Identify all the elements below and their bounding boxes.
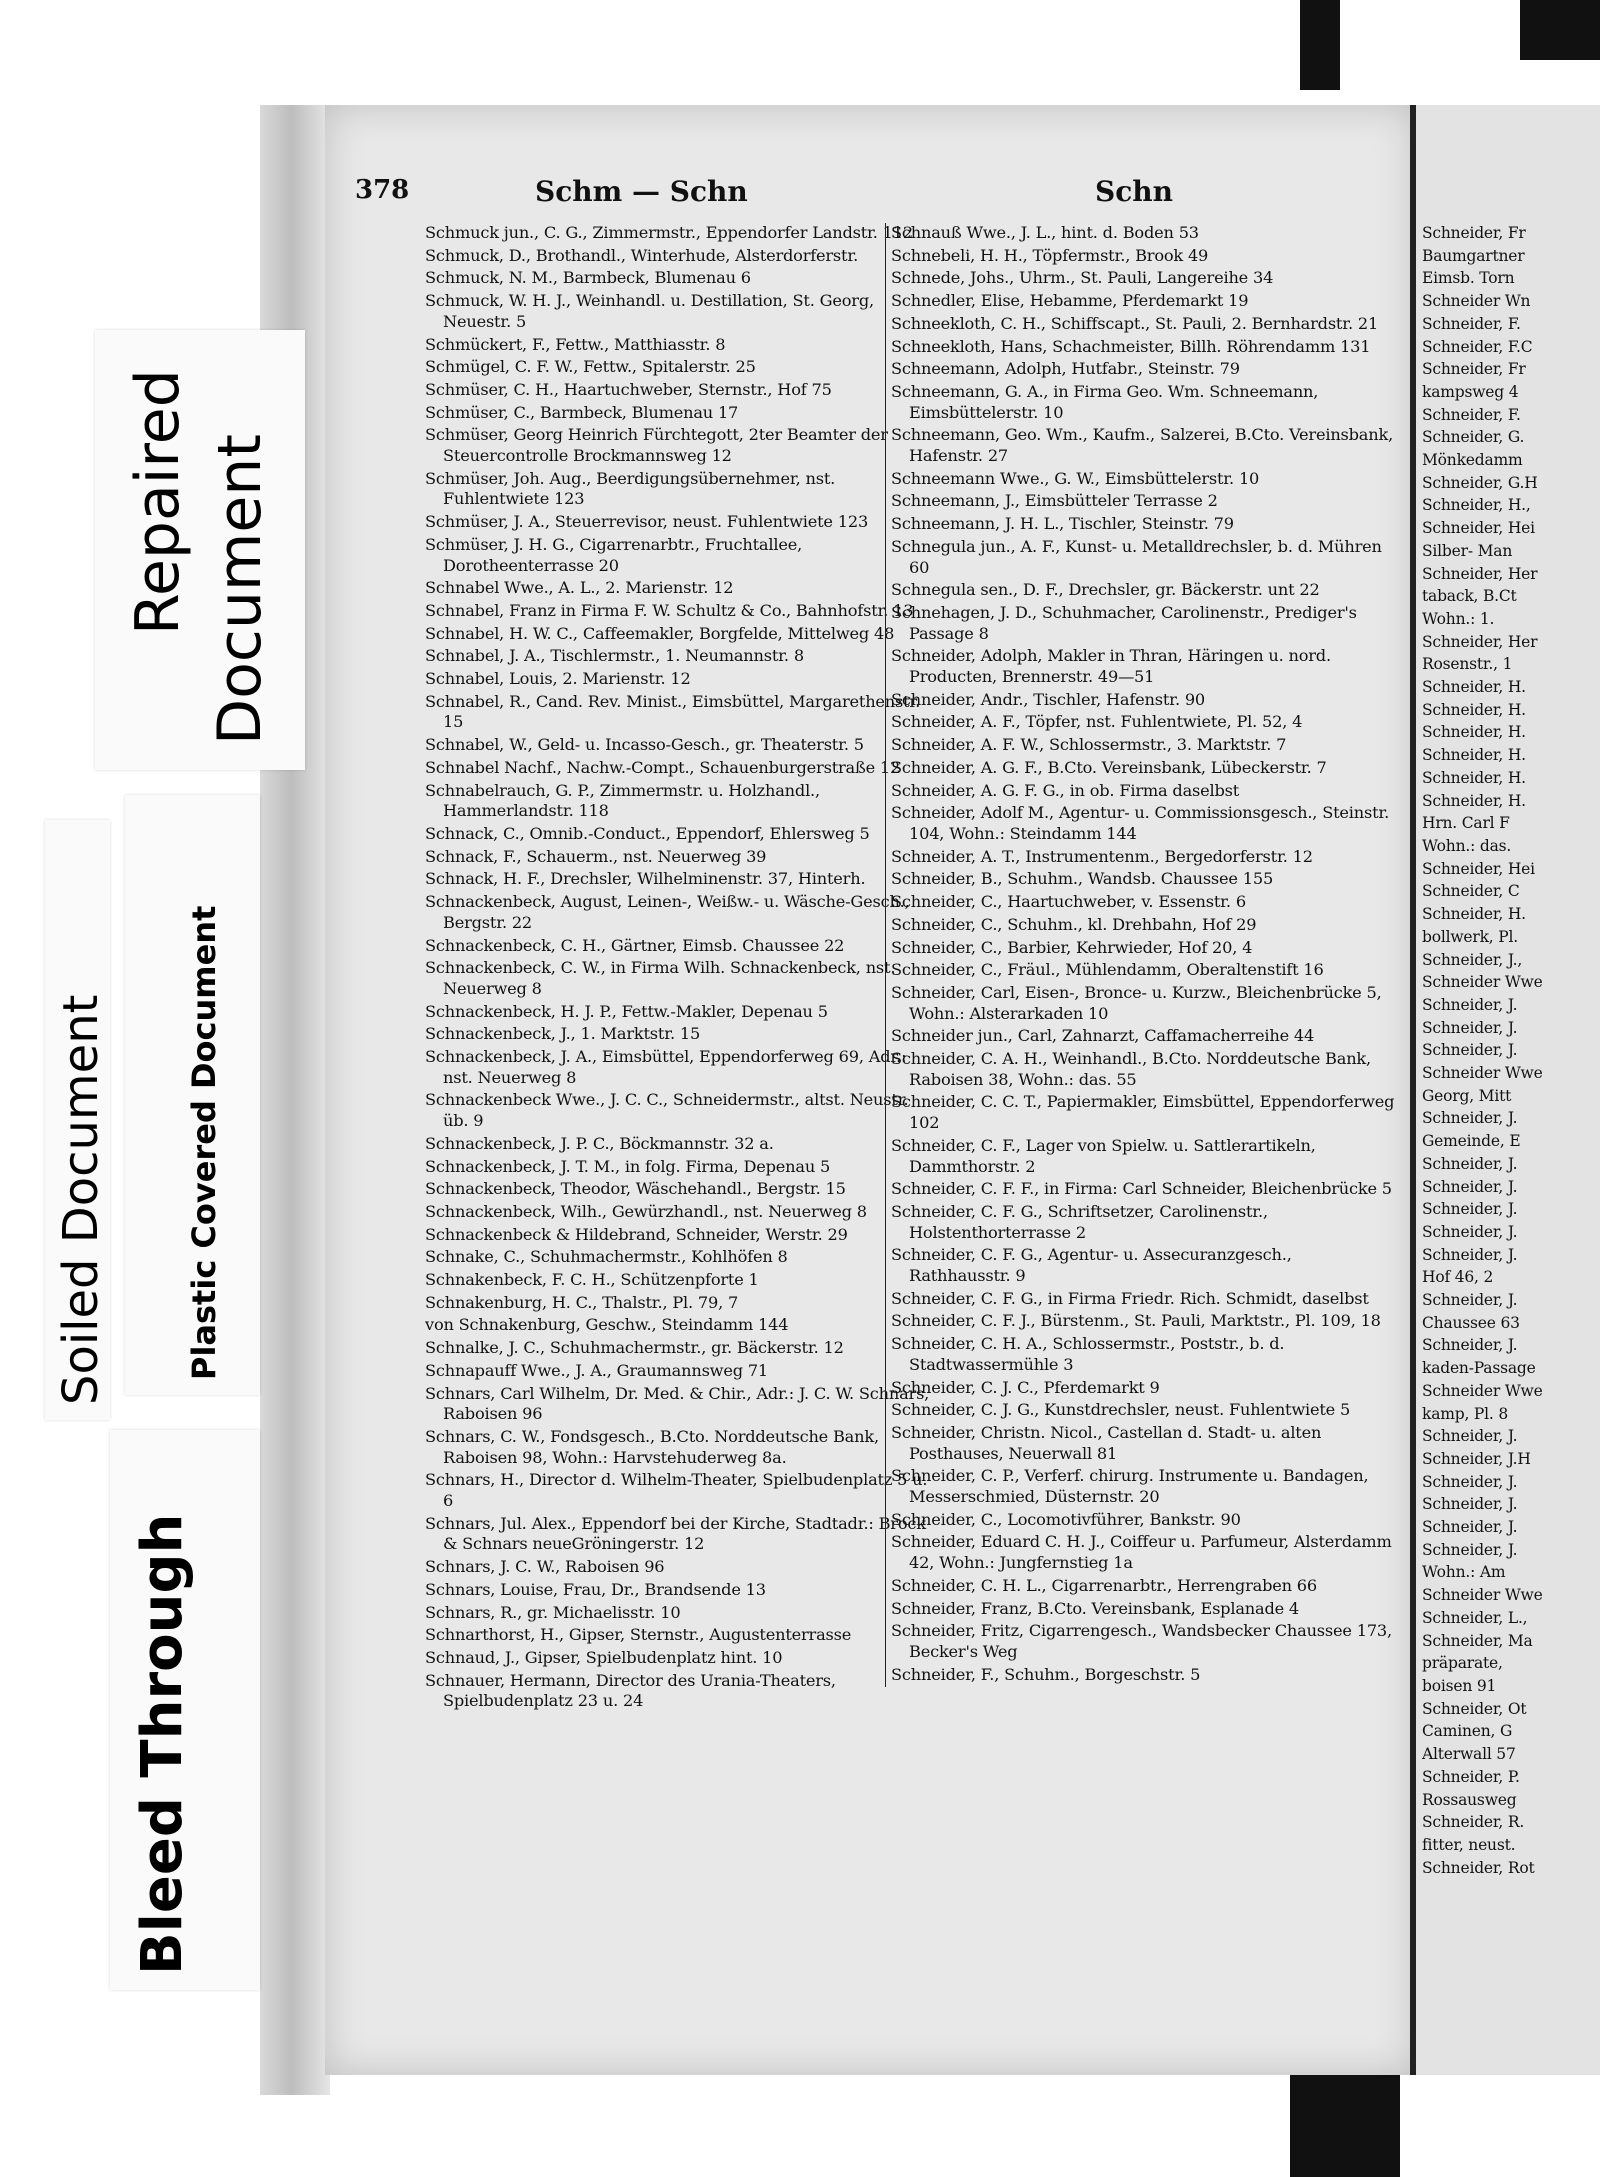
directory-entry: Schneemann, J., Eimsbütteler Terrasse 2 [891, 491, 1218, 511]
directory-entry: Schneider, J. [1422, 1018, 1518, 1037]
directory-entry: Schneider, J. [1422, 1336, 1518, 1355]
directory-entry: Mönkedamm [1422, 451, 1523, 470]
directory-entry: Schneider, F.C [1422, 337, 1533, 356]
directory-entry: Schnabel, W., Geld- u. Incasso-Gesch., gr. Theaterstr. 5 [425, 735, 864, 755]
label-plastic-text: Plastic Covered Document [185, 905, 223, 1380]
directory-entry: Schmüser, C., Barmbeck, Blumenau 17 [425, 402, 739, 422]
directory-entry: Schneider, Christn. Nicol., Castellan d. Stadt- u. alten Posthauses, Neuerwall 81 [891, 1422, 1322, 1463]
directory-entry: Schnauß Wwe., J. L., hint. d. Boden 53 [891, 223, 1199, 242]
directory-entry: Rosenstr., 1 [1422, 655, 1513, 674]
directory-entry: Schnabel, R., Cand. Rev. Minist., Eimsbüttel, Margarethenstr. 15 [425, 691, 921, 732]
directory-entry: Schnars, Louise, Frau, Dr., Brandsende 13 [425, 1579, 766, 1599]
directory-entry: Schnabel, H. W. C., Caffeemakler, Borgfelde, Mittelweg 48 [425, 623, 895, 643]
directory-entry: Schmückert, F., Fettw., Matthiasstr. 8 [425, 334, 726, 354]
directory-entry: Schneemann Wwe., G. W., Eimsbüttelerstr. 10 [891, 468, 1260, 488]
directory-entry: Schnedler, Elise, Hebamme, Pferdemarkt 19 [891, 291, 1249, 311]
label-repaired-line1: Repaired [123, 369, 193, 635]
directory-entry: Schneider, C. F., Lager von Spielw. u. Sattlerartikeln, Dammthorstr. 2 [891, 1135, 1316, 1176]
directory-entry: Schneider, B., Schuhm., Wandsb. Chaussee 155 [891, 869, 1274, 889]
label-soiled-document [45, 820, 110, 1420]
directory-entry: Schneider, Ot [1422, 1699, 1527, 1718]
directory-entry: Schneider, J. [1422, 1154, 1518, 1173]
directory-entry: Schneider, J., [1422, 950, 1523, 969]
directory-entry: Schneider, Adolph, Makler in Thran, Häringen u. nord. Producten, Brennerstr. 49—51 [891, 646, 1331, 687]
directory-entry: Schneider, H. [1422, 791, 1526, 810]
directory-entry: Schmuck, N. M., Barmbeck, Blumenau 6 [425, 268, 751, 288]
directory-entry: Schneider, A. G. F., B.Cto. Vereinsbank, Lübeckerstr. 7 [891, 757, 1327, 777]
directory-entry: Schnackenbeck, Theodor, Wäschehandl., Bergstr. 15 [425, 1179, 846, 1199]
directory-entry: Alterwall 57 [1422, 1745, 1516, 1764]
directory-entry: fitter, neust. [1422, 1835, 1516, 1854]
directory-entry: boisen 91 [1422, 1677, 1497, 1695]
directory-entry: Schneider, Her [1422, 632, 1538, 651]
directory-entry: Schneider, A. F., Töpfer, nst. Fuhlentwiete, Pl. 52, 4 [891, 712, 1303, 732]
directory-entry: Schmüser, C. H., Haartuchweber, Sternstr., Hof 75 [425, 379, 832, 399]
directory-entry: Schneider, C., Haartuchweber, v. Essenstr. 6 [891, 892, 1246, 912]
directory-entry: Schneider, J. [1422, 1495, 1518, 1514]
directory-entry: Schnabel, J. A., Tischlermstr., 1. Neumannstr. 8 [425, 646, 804, 666]
directory-entry: Schnabel, Louis, 2. Marienstr. 12 [425, 669, 691, 689]
directory-entry: Schneider, C. F. G., Schriftsetzer, Carolinenstr., Holstenthorterrasse 2 [891, 1201, 1268, 1242]
directory-entry: Schneider, J. [1422, 1540, 1518, 1559]
binder-clip-top [1300, 0, 1340, 90]
directory-entry: Schneider, Hei [1422, 859, 1535, 878]
directory-entry: Schneider, C. H. A., Schlossermstr., Poststr., b. d. Stadtwassermühle 3 [891, 1334, 1285, 1374]
directory-entry: Schmüser, Joh. Aug., Beerdigungsübernehmer, nst. Fuhlentwiete 123 [425, 468, 836, 509]
directory-entry: Schmüser, Georg Heinrich Fürchtegott, 2ter Beamter der Steuercontrolle Brockmannsweg 12 [425, 425, 888, 466]
directory-entry: Schneider, A. T., Instrumentenm., Bergedorferstr. 12 [891, 846, 1313, 866]
label-repaired-document [95, 330, 305, 770]
directory-entry: Schneider, L., [1422, 1608, 1528, 1627]
directory-entry: Silber- Man [1422, 541, 1513, 560]
directory-entry: Schmüser, J. A., Steuerrevisor, neust. Fuhlentwiete 123 [425, 512, 869, 532]
directory-entry: Schmuck, W. H. J., Weinhandl. u. Destillation, St. Georg, Neuestr. 5 [425, 291, 874, 331]
directory-entry: Schnack, F., Schauerm., nst. Neuerweg 39 [425, 846, 767, 866]
directory-entry: Schneider, A. G. F. G., in ob. Firma daselbst [891, 780, 1240, 800]
directory-entry: Schneider, Andr., Tischler, Hafenstr. 90 [891, 689, 1206, 709]
directory-entry: Schneider, Hei [1422, 519, 1535, 538]
label-soiled-text: Soiled Document [53, 994, 109, 1405]
directory-entry: kaden-Passage [1422, 1359, 1536, 1378]
directory-entry: Schneider, C., Schuhm., kl. Drehbahn, Hof 29 [891, 914, 1257, 934]
page-header [355, 175, 1385, 215]
directory-entry: Schnebeli, H. H., Töpfermstr., Brook 49 [891, 245, 1209, 265]
directory-column-left [425, 223, 930, 1714]
directory-entry: Schnars, R., gr. Michaelisstr. 10 [425, 1602, 681, 1622]
directory-entry: Schneider, Rot [1422, 1858, 1535, 1877]
directory-entry: Schnars, C. W., Fondsgesch., B.Cto. Norddeutsche Bank, Raboisen 98, Wohn.: Harvstehuderweg 8a. [425, 1426, 879, 1467]
directory-entry: Schneider, C. F. G., Agentur- u. Assecuranzgesch., Rathhausstr. 9 [891, 1245, 1292, 1286]
directory-entry: Schneider, Carl, Eisen-, Bronce- u. Kurzw., Bleichenbrücke 5, Wohn.: Alsterarkaden 10 [891, 982, 1382, 1023]
directory-entry: Schnede, Johs., Uhrm., St. Pauli, Langereihe 34 [891, 268, 1274, 288]
directory-entry: Schneider Wn [1422, 292, 1531, 311]
directory-entry: Schneider, H. [1422, 905, 1526, 924]
label-bleed-text: Bleed Through [130, 1513, 195, 1975]
directory-entry: taback, B.Ct [1422, 587, 1517, 606]
directory-entry: Schneider, Adolf M., Agentur- u. Commissionsgesch., Steinstr. 104, Wohn.: Steindamm 144 [891, 803, 1390, 843]
directory-entry: Schneider, J. [1422, 1291, 1518, 1310]
page-number: 378 [355, 175, 410, 205]
directory-entry: Schnake, C., Schuhmachermstr., Kohlhöfen 8 [425, 1247, 788, 1267]
directory-entry: Schneemann, J. H. L., Tischler, Steinstr. 79 [891, 514, 1234, 534]
directory-entry: Schnack, C., Omnib.-Conduct., Eppendorf, Ehlersweg 5 [425, 823, 870, 843]
directory-entry: Schnarthorst, H., Gipser, Sternstr., Augustenterrasse [425, 1625, 852, 1645]
directory-entry: Schneider, C. H. L., Cigarrenarbtr., Herrengraben 66 [891, 1575, 1317, 1595]
directory-entry: Schneider, H. [1422, 746, 1526, 765]
directory-entry: Gemeinde, E [1422, 1132, 1521, 1151]
directory-entry: Schneider, F. [1422, 405, 1521, 424]
directory-entry: Schnabelrauch, G. P., Zimmermstr. u. Holzhandl., Hammerlandstr. 118 [425, 780, 820, 821]
directory-entry: Schnaud, J., Gipser, Spielbudenplatz hint. 10 [425, 1648, 783, 1667]
directory-entry: Schneider, J. [1422, 1109, 1518, 1128]
directory-entry: präparate, [1422, 1654, 1503, 1673]
directory-entry: Schneemann, G. A., in Firma Geo. Wm. Schneemann, Eimsbüttelerstr. 10 [891, 381, 1319, 422]
directory-entry: Hof 46, 2 [1422, 1268, 1494, 1287]
running-head-mid: Schn [1095, 175, 1173, 208]
directory-entry: Schmuck, D., Brothandl., Winterhude, Alsterdorferstr. [425, 245, 859, 265]
directory-entry: Schneider Wwe [1422, 1064, 1543, 1083]
directory-entry: Schneider, Fritz, Cigarrengesch., Wandsbecker Chaussee 173, Becker's Weg [891, 1621, 1392, 1661]
label-plastic-covered [125, 795, 260, 1395]
directory-entry: Schneemann, Geo. Wm., Kaufm., Salzerei, B.Cto. Vereinsbank, Hafenstr. 27 [891, 425, 1394, 466]
directory-entry: Schnackenbeck, J. T. M., in folg. Firma, Depenau 5 [425, 1156, 831, 1176]
directory-entry: Schnackenbeck, C. W., in Firma Wilh. Schnackenbeck, nst. Neuerweg 8 [425, 958, 896, 998]
directory-entry: Schneider, C. C. T., Papiermakler, Eimsbüttel, Eppendorferweg 102 [891, 1092, 1395, 1133]
directory-entry: Schneider, J. [1422, 1518, 1518, 1537]
directory-entry: Schneider, C. P., Verferf. chirurg. Instrumente u. Bandagen, Messerschmied, Düsternstr. 20 [891, 1466, 1369, 1507]
directory-entry: Schneider, Ma [1422, 1631, 1533, 1650]
directory-entry: Schnars, H., Director d. Wilhelm-Theater, Spielbudenplatz 5 u. 6 [425, 1470, 928, 1511]
directory-entry: Wohn.: 1. [1422, 609, 1495, 628]
directory-entry: Schnars, Jul. Alex., Eppendorf bei der Kirche, Stadtadr.: Brock & Schnars neueGröningerstr. 12 [425, 1513, 926, 1554]
directory-entry: Schnars, J. C. W., Raboisen 96 [425, 1557, 665, 1577]
directory-entry: Schneider, G.H [1422, 473, 1538, 492]
directory-entry: Schnapauff Wwe., J. A., Graumannsweg 71 [425, 1360, 769, 1380]
directory-column-right [1416, 223, 1600, 1880]
directory-entry: Schneekloth, C. H., Schiffscapt., St. Pauli, 2. Bernhardstr. 21 [891, 313, 1379, 333]
directory-entry: Caminen, G [1422, 1722, 1513, 1741]
directory-entry: Schneemann, Adolph, Hutfabr., Steinstr. 79 [891, 359, 1240, 379]
directory-entry: Schnackenbeck, J., 1. Marktstr. 15 [425, 1024, 701, 1044]
directory-entry: Schnabel, Franz in Firma F. W. Schultz & Co., Bahnhofstr. 13 [425, 600, 914, 620]
directory-entry: Schneider Wwe [1422, 1586, 1543, 1605]
directory-entry: Schneider, Fr [1422, 224, 1526, 242]
directory-entry: Schneekloth, Hans, Schachmeister, Billh. Röhrendamm 131 [891, 336, 1371, 356]
directory-entry: Schnackenbeck & Hildebrand, Schneider, Werstr. 29 [425, 1224, 848, 1244]
directory-entry: Schnackenbeck, J. A., Eimsbüttel, Eppendorferweg 69, Adr.: nst. Neuerweg 8 [425, 1047, 907, 1087]
running-head-left: Schm — Schn [535, 175, 748, 208]
directory-entry: Wohn.: das. [1422, 836, 1512, 855]
directory-page-left [325, 105, 1415, 2075]
directory-entry: Schnackenbeck, Wilh., Gewürzhandl., nst. Neuerweg 8 [425, 1201, 867, 1221]
directory-entry: Schneider, G. [1422, 428, 1525, 447]
directory-entry: Chaussee 63 [1422, 1313, 1520, 1332]
directory-entry: Schneider jun., Carl, Zahnarzt, Caffamacherreihe 44 [891, 1026, 1315, 1046]
directory-entry: Schnakenburg, H. C., Thalstr., Pl. 79, 7 [425, 1292, 739, 1312]
directory-entry: bollwerk, Pl. [1422, 927, 1518, 946]
directory-column-mid [885, 223, 1396, 1687]
directory-entry: Schneider, C. F. G., in Firma Friedr. Rich. Schmidt, daselbst [891, 1288, 1369, 1308]
directory-entry: Schneider, H. [1422, 700, 1526, 719]
directory-entry: Schneider, Fr [1422, 360, 1526, 379]
directory-entry: Georg, Mitt [1422, 1086, 1512, 1105]
directory-entry: von Schnakenburg, Geschw., Steindamm 144 [425, 1315, 789, 1335]
label-repaired-line2: Document [205, 434, 275, 745]
directory-entry: Schnalke, J. C., Schuhmachermstr., gr. Bäckerstr. 12 [425, 1338, 844, 1358]
directory-entry: Schnabel Wwe., A. L., 2. Marienstr. 12 [425, 578, 734, 598]
directory-entry: Schneider, C. F. J., Bürstenm., St. Pauli, Marktstr., Pl. 109, 18 [891, 1311, 1381, 1331]
directory-entry: Schneider, C [1422, 882, 1520, 901]
directory-entry: Schneider, J. [1422, 1222, 1518, 1241]
directory-entry: kamp, Pl. 8 [1422, 1404, 1509, 1423]
directory-entry: Wohn.: Am [1422, 1563, 1506, 1582]
directory-entry: kampsweg 4 [1422, 382, 1519, 401]
directory-entry: Schneider, P. [1422, 1767, 1520, 1786]
directory-entry: Schneider Wwe [1422, 1381, 1543, 1400]
directory-entry: Schneider, J. [1422, 1472, 1518, 1491]
directory-entry: Schneider, Eduard C. H. J., Coiffeur u. Parfumeur, Alsterdamm 42, Wohn.: Jungfernstieg 1a [891, 1532, 1392, 1573]
directory-entry: Schneider, A. F. W., Schlossermstr., 3. Marktstr. 7 [891, 735, 1287, 755]
directory-entry: Baumgartner [1422, 246, 1525, 265]
directory-entry: Schneider, J. [1422, 1041, 1518, 1060]
directory-entry: Schnehagen, J. D., Schuhmacher, Carolinenstr., Prediger's Passage 8 [891, 602, 1357, 643]
directory-entry: Schnegula jun., A. F., Kunst- u. Metalldrechsler, b. d. Mühren 60 [891, 536, 1382, 577]
directory-entry: Schnabel Nachf., Nachw.-Compt., Schauenburgerstraße 12 [425, 757, 901, 777]
directory-entry: Schnackenbeck, August, Leinen-, Weißw.- u. Wäsche-Gesch., Bergstr. 22 [425, 892, 910, 932]
directory-entry: Schnackenbeck, J. P. C., Böckmannstr. 32 a. [425, 1133, 774, 1153]
directory-entry: Schnars, Carl Wilhelm, Dr. Med. & Chir., Adr.: J. C. W. Schnars, Raboisen 96 [425, 1383, 930, 1424]
directory-entry: Schneider, C. J. C., Pferdemarkt 9 [891, 1377, 1160, 1397]
directory-entry: Schmügel, C. F. W., Fettw., Spitalerstr. 25 [425, 357, 756, 377]
directory-entry: Schmuck jun., C. G., Zimmermstr., Eppendorfer Landstr. 112 [425, 223, 913, 242]
directory-entry: Rossausweg [1422, 1790, 1517, 1809]
directory-entry: Schneider, C., Locomotivführer, Bankstr. 90 [891, 1509, 1241, 1529]
directory-entry: Schneider, C., Barbier, Kehrwieder, Hof 20, 4 [891, 937, 1253, 957]
directory-entry: Schneider, J. [1422, 1245, 1518, 1264]
directory-entry: Schneider, H. [1422, 768, 1526, 787]
label-bleed-through [110, 1430, 260, 1990]
directory-entry: Schnack, H. F., Drechsler, Wilhelminenstr. 37, Hinterh. [425, 869, 866, 889]
directory-entry: Schneider, J. [1422, 995, 1518, 1014]
directory-entry: Schneider, C. J. G., Kunstdrechsler, neust. Fuhlentwiete 5 [891, 1400, 1351, 1420]
directory-entry: Hrn. Carl F [1422, 814, 1510, 833]
directory-entry: Schnegula sen., D. F., Drechsler, gr. Bäckerstr. unt 22 [891, 580, 1320, 600]
directory-entry: Schneider, H., [1422, 496, 1531, 515]
directory-entry: Schnakenbeck, F. C. H., Schützenpforte 1 [425, 1270, 759, 1290]
directory-entry: Schneider, H. [1422, 723, 1526, 742]
directory-entry: Schmüser, J. H. G., Cigarrenarbtr., Fruchtallee, Dorotheenterrasse 20 [425, 534, 803, 575]
directory-entry: Eimsb. Torn [1422, 269, 1515, 288]
directory-entry: Schneider, F., Schuhm., Borgeschstr. 5 [891, 1664, 1201, 1684]
directory-entry: Schneider, J. [1422, 1200, 1518, 1219]
directory-entry: Schneider, R. [1422, 1813, 1525, 1832]
directory-entry: Schneider Wwe [1422, 973, 1543, 992]
binder-clip-top-right [1520, 0, 1600, 60]
directory-entry: Schnauer, Hermann, Director des Urania-Theaters, Spielbudenplatz 23 u. 24 [425, 1670, 836, 1711]
directory-entry: Schneider, J.H [1422, 1449, 1531, 1468]
directory-entry: Schneider, Her [1422, 564, 1538, 583]
directory-entry: Schneider, J. [1422, 1427, 1518, 1446]
directory-entry: Schneider, Franz, B.Cto. Vereinsbank, Esplanade 4 [891, 1598, 1300, 1618]
directory-entry: Schnackenbeck, C. H., Gärtner, Eimsb. Chaussee 22 [425, 935, 845, 955]
directory-entry: Schneider, H. [1422, 678, 1526, 697]
directory-entry: Schneider, C., Fräul., Mühlendamm, Oberaltenstift 16 [891, 960, 1324, 980]
directory-entry: Schneider, C. F. F., in Firma: Carl Schneider, Bleichenbrücke 5 [891, 1179, 1392, 1199]
directory-entry: Schneider, J. [1422, 1177, 1518, 1196]
directory-entry: Schneider, C. A. H., Weinhandl., B.Cto. Norddeutsche Bank, Raboisen 38, Wohn.: das. 55 [891, 1049, 1371, 1089]
directory-entry: Schneider, F. [1422, 314, 1521, 333]
directory-entry: Schnackenbeck, H. J. P., Fettw.-Makler, Depenau 5 [425, 1001, 828, 1021]
directory-page-right-fragment [1410, 105, 1600, 2075]
directory-entry: Schnackenbeck Wwe., J. C. C., Schneidermstr., altst. Neustr. üb. 9 [425, 1090, 909, 1131]
